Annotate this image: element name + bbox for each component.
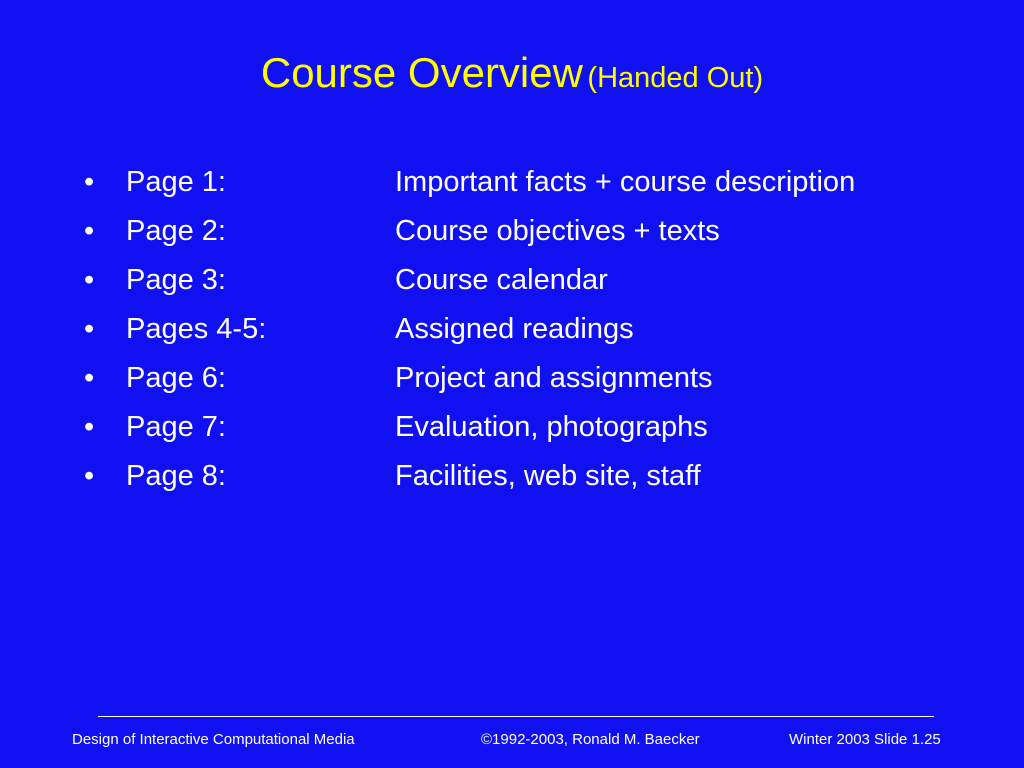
bullet-icon: • xyxy=(84,264,95,296)
footer-divider xyxy=(98,716,934,717)
slide-title xyxy=(0,49,1024,96)
bullet-page-label: Page 3: xyxy=(126,264,226,296)
footer-copyright: ©1992-2003, Ronald M. Baecker xyxy=(481,731,700,748)
title-subtitle: (Handed Out) xyxy=(587,62,764,94)
bullet-icon: • xyxy=(84,411,95,443)
bullet-page-label: Pages 4-5: xyxy=(126,313,267,345)
bullet-description: Project and assignments xyxy=(395,362,713,394)
bullet-page-label: Page 2: xyxy=(126,215,226,247)
title-main: Course Overview xyxy=(260,49,583,96)
bullet-icon: • xyxy=(84,215,95,247)
footer-course-name: Design of Interactive Computational Media xyxy=(72,731,355,748)
bullet-description: Important facts + course description xyxy=(395,166,856,198)
bullet-description: Course calendar xyxy=(395,264,608,296)
bullet-icon: • xyxy=(84,166,95,198)
bullet-description: Course objectives + texts xyxy=(395,215,720,247)
footer-slide-number: Winter 2003 Slide 1.25 xyxy=(789,731,941,748)
bullet-description: Facilities, web site, staff xyxy=(395,460,701,492)
bullet-page-label: Page 1: xyxy=(126,166,226,198)
bullet-page-label: Page 6: xyxy=(126,362,226,394)
bullet-icon: • xyxy=(84,313,95,345)
bullet-description: Evaluation, photographs xyxy=(395,411,708,443)
bullet-description: Assigned readings xyxy=(395,313,634,345)
bullet-page-label: Page 7: xyxy=(126,411,226,443)
bullet-page-label: Page 8: xyxy=(126,460,226,492)
bullet-icon: • xyxy=(84,362,95,394)
bullet-icon: • xyxy=(84,460,95,492)
